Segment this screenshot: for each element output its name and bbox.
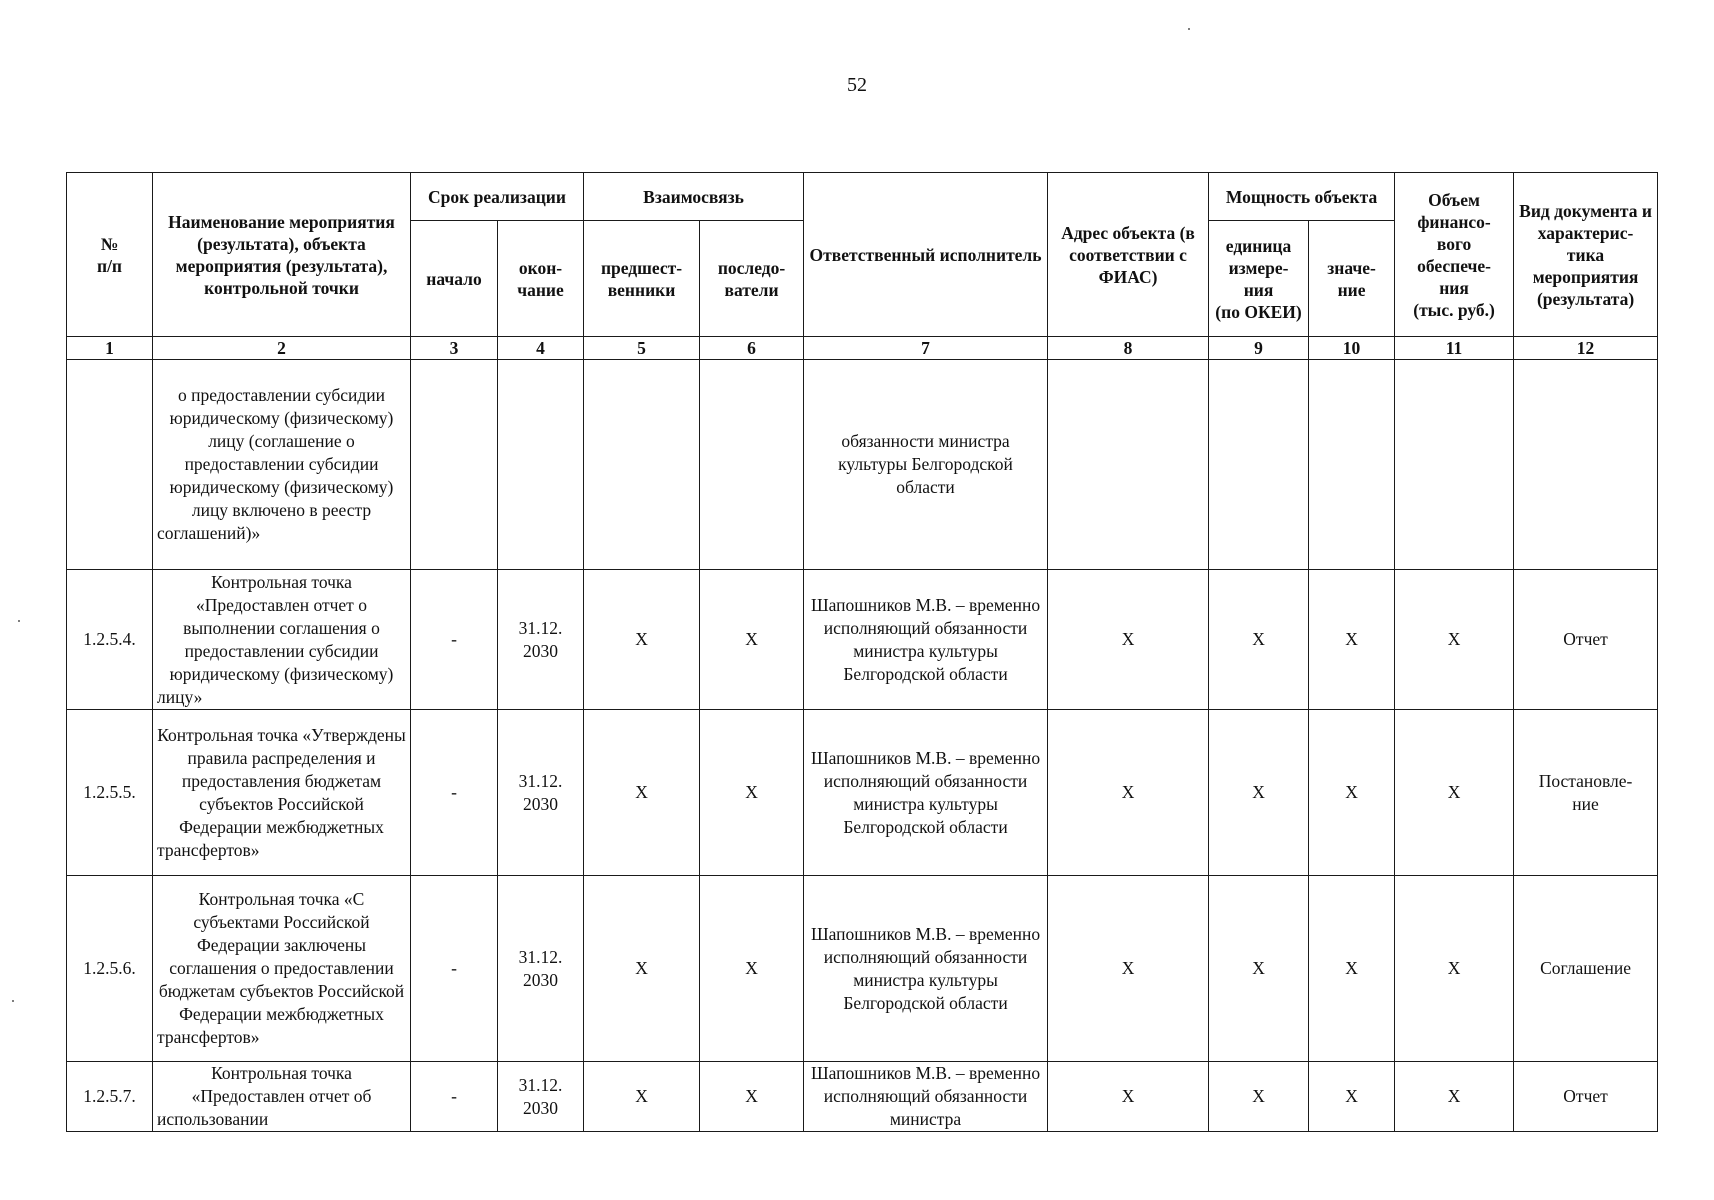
row-pred: Х	[584, 570, 700, 710]
header-name: Наименование мероприятия (результата), объекта мероприятия (результата), контрольной точки	[153, 173, 411, 337]
header-succ: последо- ватели	[700, 221, 804, 337]
row-pred: Х	[584, 876, 700, 1062]
row-doc: Соглашение	[1514, 876, 1658, 1062]
header-capacity: Мощность объекта	[1209, 173, 1395, 221]
header-num: № п/п	[67, 173, 153, 337]
row-doc: Постановле- ние	[1514, 710, 1658, 876]
row-unit: Х	[1209, 876, 1309, 1062]
row-num	[67, 360, 153, 570]
row-responsible: обязанности министра культуры Белгородской области	[804, 360, 1048, 570]
row-num: 1.2.5.5.	[67, 710, 153, 876]
row-end: 31.12. 2030	[498, 1062, 584, 1132]
row-end	[498, 360, 584, 570]
row-unit: Х	[1209, 570, 1309, 710]
column-number: 11	[1395, 337, 1514, 360]
header-link: Взаимосвязь	[584, 173, 804, 221]
row-succ: Х	[700, 710, 804, 876]
column-number-row	[67, 337, 1658, 360]
row-name: Контрольная точка «Предоставлен отчет о выполнении соглашения о предоставлении субсидии юридическому (физическому) лицу»	[153, 570, 411, 710]
page-number: 52	[847, 74, 867, 96]
row-finance: Х	[1395, 1062, 1514, 1132]
header-pred: предшест- венники	[584, 221, 700, 337]
row-succ: Х	[700, 876, 804, 1062]
row-start	[411, 360, 498, 570]
column-number: 5	[584, 337, 700, 360]
row-start: -	[411, 1062, 498, 1132]
header-start: начало	[411, 221, 498, 337]
row-end: 31.12. 2030	[498, 710, 584, 876]
header-value: значе- ние	[1309, 221, 1395, 337]
row-name: Контрольная точка «Утверждены правила распределения и предоставления бюджетам субъектов Российской Федерации межбюджетных трансфертов»	[153, 710, 411, 876]
column-number: 6	[700, 337, 804, 360]
row-doc: Отчет	[1514, 1062, 1658, 1132]
row-value	[1309, 360, 1395, 570]
header-address: Адрес объекта (в соответствии с ФИАС)	[1048, 173, 1209, 337]
table-row	[67, 360, 1658, 570]
row-value: Х	[1309, 570, 1395, 710]
header-responsible: Ответственный исполнитель	[804, 173, 1048, 337]
row-responsible: Шапошников М.В. – временно исполняющий обязанности министра культуры Белгородской области	[804, 570, 1048, 710]
row-num: 1.2.5.4.	[67, 570, 153, 710]
row-value: Х	[1309, 876, 1395, 1062]
column-number: 9	[1209, 337, 1309, 360]
row-succ: Х	[700, 1062, 804, 1132]
row-finance: Х	[1395, 570, 1514, 710]
column-number: 1	[67, 337, 153, 360]
row-value: Х	[1309, 1062, 1395, 1132]
row-name: Контрольная точка «С субъектами Российской Федерации заключены соглашения о предоставлении бюджетам субъектов Российской Федерации межбюджетных трансфертов»	[153, 876, 411, 1062]
row-end: 31.12. 2030	[498, 876, 584, 1062]
row-start: -	[411, 710, 498, 876]
table-row	[67, 570, 1658, 710]
row-start: -	[411, 570, 498, 710]
table-row	[67, 710, 1658, 876]
plan-table	[66, 172, 1658, 1132]
column-number: 7	[804, 337, 1048, 360]
header-unit: единица измере- ния (по ОКЕИ)	[1209, 221, 1309, 337]
row-doc	[1514, 360, 1658, 570]
row-unit: Х	[1209, 710, 1309, 876]
row-unit	[1209, 360, 1309, 570]
row-succ: Х	[700, 570, 804, 710]
row-pred: Х	[584, 1062, 700, 1132]
row-address: Х	[1048, 710, 1209, 876]
row-finance: Х	[1395, 710, 1514, 876]
column-number: 3	[411, 337, 498, 360]
scan-speck	[18, 620, 20, 622]
column-number: 12	[1514, 337, 1658, 360]
row-unit: Х	[1209, 1062, 1309, 1132]
header-finance: Объем финансо- вого обеспече- ния (тыс. руб.)	[1395, 173, 1514, 337]
row-succ	[700, 360, 804, 570]
header-end: окон- чание	[498, 221, 584, 337]
row-address	[1048, 360, 1209, 570]
row-address: Х	[1048, 570, 1209, 710]
row-responsible: Шапошников М.В. – временно исполняющий обязанности министра культуры Белгородской области	[804, 876, 1048, 1062]
column-number: 10	[1309, 337, 1395, 360]
row-start: -	[411, 876, 498, 1062]
table-row	[67, 1062, 1658, 1132]
row-finance	[1395, 360, 1514, 570]
row-name: Контрольная точка «Предоставлен отчет об использовании	[153, 1062, 411, 1132]
row-num: 1.2.5.7.	[67, 1062, 153, 1132]
header-doc: Вид документа и характерис- тика мероприятия (результата)	[1514, 173, 1658, 337]
row-responsible: Шапошников М.В. – временно исполняющий обязанности министра культуры Белгородской области	[804, 710, 1048, 876]
row-address: Х	[1048, 876, 1209, 1062]
row-num: 1.2.5.6.	[67, 876, 153, 1062]
row-address: Х	[1048, 1062, 1209, 1132]
row-responsible: Шапошников М.В. – временно исполняющий обязанности министра	[804, 1062, 1048, 1132]
row-end: 31.12. 2030	[498, 570, 584, 710]
row-doc: Отчет	[1514, 570, 1658, 710]
header-period: Срок реализации	[411, 173, 584, 221]
scan-speck	[12, 1000, 14, 1002]
column-number: 2	[153, 337, 411, 360]
column-number: 8	[1048, 337, 1209, 360]
column-number: 4	[498, 337, 584, 360]
row-value: Х	[1309, 710, 1395, 876]
row-pred	[584, 360, 700, 570]
row-finance: Х	[1395, 876, 1514, 1062]
scan-speck	[1188, 28, 1190, 30]
table-row	[67, 876, 1658, 1062]
row-name: о предоставлении субсидии юридическому (физическому) лицу (соглашение о предоставлении субсидии юридическому (физическому) лицу включено в реестр соглашений)»	[153, 360, 411, 570]
row-pred: Х	[584, 710, 700, 876]
